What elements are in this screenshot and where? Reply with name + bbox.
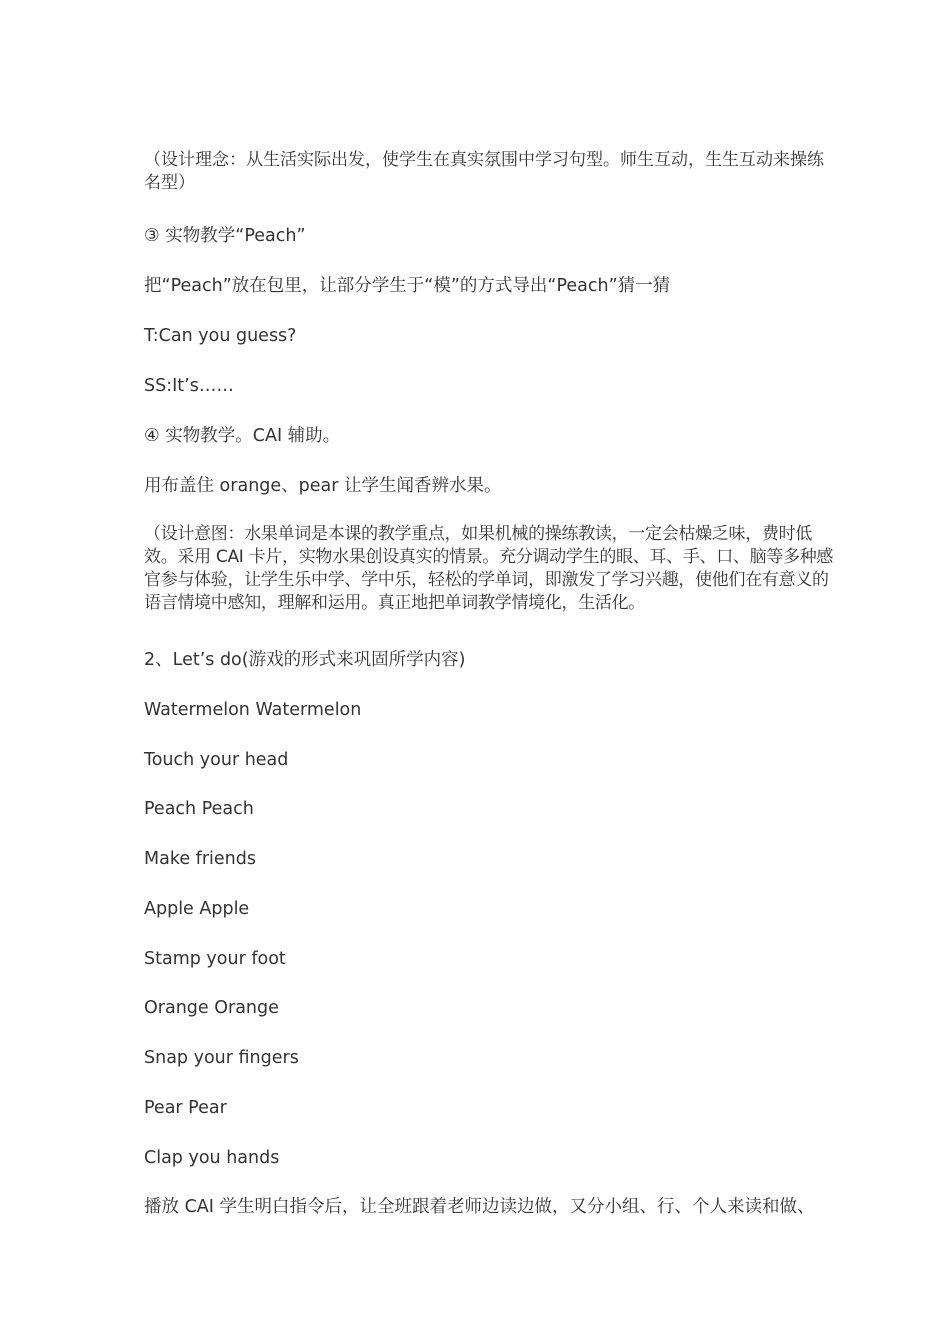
peach-instruction: 把“Peach”放在包里，让部分学生于“模”的方式导出“Peach”猜一猜	[144, 276, 671, 296]
chant-line: Snap your fingers	[144, 1048, 299, 1068]
design-intent-note: （设计意图：水果单词是本课的教学重点，如果机械的操练教读，一定会枯燥乏味，费时低效。采用 CAI 卡片，实物水果创设真实的情景。充分调动学生的眼、耳、手、口、脑等多种感官参与体验，让学生乐中学、学中乐，轻松的学单词，即激发了学习兴趣，使他们在有意义的语言情境中感知，理解和运用。真正地把单词教学情境化，生活化。	[144, 524, 834, 613]
chant-line: Watermelon Watermelon	[144, 700, 362, 720]
step-4-heading: ④ 实物教学。CAI 辅助。	[144, 426, 341, 446]
chant-line: Touch your head	[144, 750, 289, 770]
cai-play-instruction: 播放 CAI 学生明白指令后，让全班跟着老师边读边做，又分小组、行、个人来读和做、	[144, 1197, 815, 1217]
chant-line: Stamp your foot	[144, 949, 286, 969]
step-3-heading: ③ 实物教学“Peach”	[144, 226, 306, 246]
lets-do-heading: 2、Let’s do(游戏的形式来巩固所学内容)	[144, 650, 466, 670]
chant-line: Pear Pear	[144, 1098, 227, 1118]
design-concept-note: （设计理念：从生活实际出发，使学生在真实氛围中学习句型。师生互动，生生互动来操练名型）	[144, 150, 824, 193]
chant-line: Peach Peach	[144, 799, 254, 819]
chant-line: Make friends	[144, 849, 256, 869]
teacher-line: T:Can you guess?	[144, 326, 297, 346]
chant-line: Orange Orange	[144, 998, 279, 1018]
chant-line: Clap you hands	[144, 1148, 280, 1168]
chant-line: Apple Apple	[144, 899, 250, 919]
students-line: SS:It’s……	[144, 376, 234, 396]
smell-fruit-instruction: 用布盖住 orange、pear 让学生闻香辨水果。	[144, 476, 502, 496]
